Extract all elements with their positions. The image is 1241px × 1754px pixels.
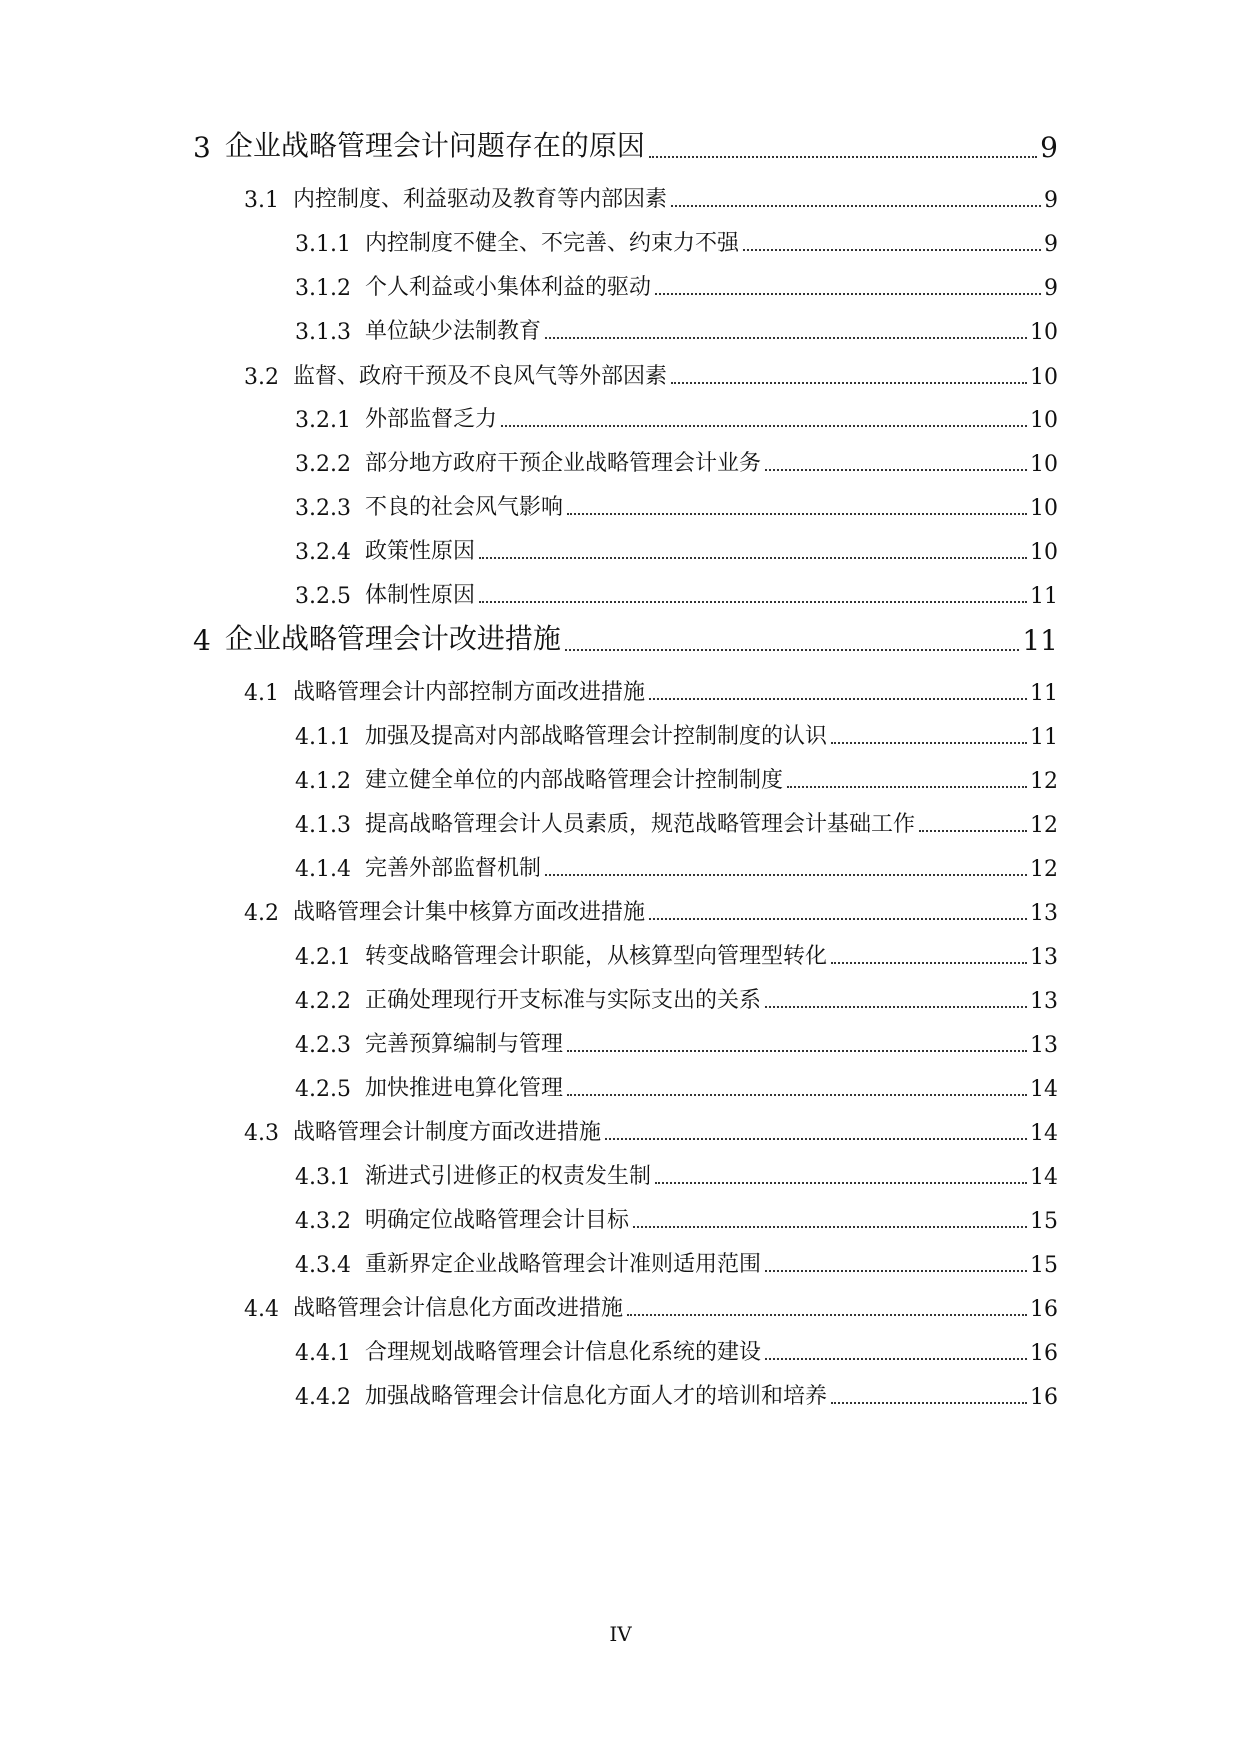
toc-entry-title: 合理规划战略管理会计信息化系统的建设 <box>364 1340 761 1365</box>
toc-entry[interactable] <box>193 617 1058 657</box>
toc-entry-page: 9 <box>1044 232 1058 257</box>
toc-entry[interactable] <box>295 1027 1058 1058</box>
toc-entry-number: 3 <box>193 131 211 164</box>
toc-entry-page: 11 <box>1030 725 1058 750</box>
toc-entry-number: 3.1.3 <box>295 320 351 345</box>
toc-entry-number: 4.2.2 <box>295 989 351 1014</box>
toc-entry-title: 完善外部监督机制 <box>364 856 541 881</box>
toc-entry-number: 4.1.2 <box>295 769 351 794</box>
toc-entry-title: 企业战略管理会计问题存在的原因 <box>224 129 645 162</box>
toc-leader-dots <box>567 1094 1027 1096</box>
toc-entry-title: 政策性原因 <box>364 539 475 564</box>
toc-entry-title: 企业战略管理会计改进措施 <box>224 622 561 655</box>
toc-leader-dots <box>501 425 1027 427</box>
toc-entry[interactable] <box>295 983 1058 1014</box>
toc-leader-dots <box>831 1402 1027 1404</box>
toc-entry[interactable] <box>244 675 1058 706</box>
toc-entry-number: 4.2.5 <box>295 1077 351 1102</box>
toc-entry-number: 3.1 <box>244 188 279 213</box>
toc-entry-number: 4.3.2 <box>295 1209 351 1234</box>
toc-entry[interactable] <box>244 1115 1058 1146</box>
page-number: IV <box>609 1622 632 1646</box>
toc-entry-title: 转变战略管理会计职能，从核算型向管理型转化 <box>364 944 827 969</box>
toc-entry-title: 提高战略管理会计人员素质，规范战略管理会计基础工作 <box>364 812 915 837</box>
toc-entry[interactable] <box>295 1203 1058 1234</box>
toc-entry-title: 完善预算编制与管理 <box>364 1032 563 1057</box>
toc-entry-number: 4.4.1 <box>295 1341 351 1366</box>
toc-entry-page: 9 <box>1044 276 1058 301</box>
toc-entry-page: 13 <box>1030 945 1058 970</box>
toc-entry[interactable] <box>295 578 1058 609</box>
toc-entry-page: 12 <box>1030 769 1058 794</box>
toc-entry-number: 3.1.2 <box>295 276 351 301</box>
toc-entry-page: 13 <box>1030 1033 1058 1058</box>
toc-entry[interactable] <box>295 1159 1058 1190</box>
toc-leader-dots <box>655 293 1041 295</box>
toc-entry-page: 11 <box>1022 624 1058 657</box>
toc-leader-dots <box>545 337 1027 339</box>
toc-entry-number: 3.2.5 <box>295 584 351 609</box>
toc-entry-title: 外部监督乏力 <box>364 407 497 432</box>
toc-leader-dots <box>743 249 1041 251</box>
toc-entry-title: 重新界定企业战略管理会计准则适用范围 <box>364 1252 761 1277</box>
toc-entry[interactable] <box>295 939 1058 970</box>
toc-entry-page: 12 <box>1030 857 1058 882</box>
toc-entry-page: 9 <box>1044 188 1058 213</box>
toc-entry-page: 10 <box>1030 540 1058 565</box>
toc-entry-title: 明确定位战略管理会计目标 <box>364 1208 629 1233</box>
toc-entry-title: 加强战略管理会计信息化方面人才的培训和培养 <box>364 1384 827 1409</box>
toc-entry[interactable] <box>295 402 1058 433</box>
toc-entry-number: 3.2 <box>244 365 279 390</box>
toc-entry-page: 14 <box>1030 1121 1058 1146</box>
toc-entry-page: 11 <box>1030 681 1058 706</box>
toc-entry[interactable] <box>295 1379 1058 1410</box>
toc-entry-title: 监督、政府干预及不良风气等外部因素 <box>293 364 668 389</box>
toc-leader-dots <box>649 698 1027 700</box>
toc-leader-dots <box>671 205 1041 207</box>
toc-entry-number: 4.3.4 <box>295 1253 351 1278</box>
toc-leader-dots <box>633 1226 1027 1228</box>
toc-entry[interactable] <box>244 359 1058 390</box>
toc-entry[interactable] <box>295 851 1058 882</box>
toc-entry-page: 13 <box>1030 901 1058 926</box>
toc-entry-number: 3.2.4 <box>295 540 351 565</box>
toc-entry-page: 10 <box>1030 496 1058 521</box>
toc-leader-dots <box>765 1006 1027 1008</box>
toc-entry-number: 4.1 <box>244 681 279 706</box>
toc-entry-page: 11 <box>1030 584 1058 609</box>
toc-leader-dots <box>605 1138 1027 1140</box>
toc-entry-page: 15 <box>1030 1253 1058 1278</box>
toc-entry-title: 体制性原因 <box>364 583 475 608</box>
toc-entry-page: 10 <box>1030 365 1058 390</box>
toc-entry-page: 16 <box>1030 1341 1058 1366</box>
toc-entry[interactable] <box>244 182 1058 213</box>
toc-leader-dots <box>831 742 1027 744</box>
toc-entry-page: 10 <box>1030 320 1058 345</box>
toc-entry-title: 不良的社会风气影响 <box>364 495 563 520</box>
toc-entry-number: 4.2 <box>244 901 279 926</box>
toc-leader-dots <box>765 1358 1027 1360</box>
toc-entry[interactable] <box>295 807 1058 838</box>
toc-entry-page: 10 <box>1030 452 1058 477</box>
toc-entry-page: 12 <box>1030 813 1058 838</box>
toc-entry-page: 14 <box>1030 1165 1058 1190</box>
toc-entry[interactable] <box>244 895 1058 926</box>
toc-entry-title: 部分地方政府干预企业战略管理会计业务 <box>364 451 761 476</box>
toc-entry-number: 3.2.1 <box>295 408 351 433</box>
toc-entry-title: 渐进式引进修正的权责发生制 <box>364 1164 651 1189</box>
toc-entry-page: 13 <box>1030 989 1058 1014</box>
toc-entry-title: 正确处理现行开支标准与实际支出的关系 <box>364 988 761 1013</box>
toc-entry[interactable] <box>295 226 1058 257</box>
toc-entry-title: 内控制度不健全、不完善、约束力不强 <box>364 231 739 256</box>
toc-entry-number: 4.3.1 <box>295 1165 351 1190</box>
toc-entry-number: 4.4.2 <box>295 1385 351 1410</box>
toc-entry-number: 4.2.3 <box>295 1033 351 1058</box>
toc-entry-number: 4.4 <box>244 1297 279 1322</box>
toc-leader-dots <box>765 1270 1027 1272</box>
toc-entry-page: 14 <box>1030 1077 1058 1102</box>
toc-entry[interactable] <box>295 490 1058 521</box>
toc-leader-dots <box>567 1050 1027 1052</box>
toc-entry-title: 战略管理会计制度方面改进措施 <box>293 1120 602 1145</box>
toc-entry-number: 4 <box>193 624 211 657</box>
toc-leader-dots <box>919 830 1027 832</box>
toc-entry[interactable] <box>193 124 1058 164</box>
toc-entry-title: 内控制度、利益驱动及教育等内部因素 <box>293 187 668 212</box>
toc-entry-title: 战略管理会计内部控制方面改进措施 <box>293 680 646 705</box>
toc-leader-dots <box>787 786 1027 788</box>
toc-leader-dots <box>627 1314 1027 1316</box>
toc-leader-dots <box>565 649 1020 651</box>
toc-entry-number: 4.3 <box>244 1121 279 1146</box>
toc-entry[interactable] <box>295 270 1058 301</box>
toc-entry-title: 个人利益或小集体利益的驱动 <box>364 275 651 300</box>
toc-entry[interactable] <box>295 446 1058 477</box>
toc-leader-dots <box>479 557 1027 559</box>
toc-leader-dots <box>831 962 1027 964</box>
toc-entry-number: 4.1.4 <box>295 857 351 882</box>
toc-entry-number: 4.2.1 <box>295 945 351 970</box>
toc-entry-number: 4.1.1 <box>295 725 351 750</box>
toc-entry-title: 战略管理会计信息化方面改进措施 <box>293 1296 624 1321</box>
toc-entry-number: 3.1.1 <box>295 232 351 257</box>
toc-leader-dots <box>649 918 1027 920</box>
toc-entry[interactable] <box>295 1071 1058 1102</box>
toc-entry-page: 9 <box>1040 131 1058 164</box>
toc-entry-title: 加强及提高对内部战略管理会计控制制度的认识 <box>364 724 827 749</box>
toc-entry-number: 3.2.3 <box>295 496 351 521</box>
toc-entry-number: 3.2.2 <box>295 452 351 477</box>
toc-entry-number: 4.1.3 <box>295 813 351 838</box>
toc-leader-dots <box>649 156 1037 158</box>
toc-entry-title: 战略管理会计集中核算方面改进措施 <box>293 900 646 925</box>
toc-entry-page: 10 <box>1030 408 1058 433</box>
toc-entry-page: 15 <box>1030 1209 1058 1234</box>
toc-leader-dots <box>567 513 1027 515</box>
toc-entry-title: 单位缺少法制教育 <box>364 319 541 344</box>
toc-entry[interactable] <box>295 314 1058 345</box>
toc-entry[interactable] <box>244 1291 1058 1322</box>
toc-leader-dots <box>765 469 1027 471</box>
toc-leader-dots <box>545 874 1027 876</box>
toc-entry[interactable] <box>295 534 1058 565</box>
toc-entry-title: 建立健全单位的内部战略管理会计控制制度 <box>364 768 783 793</box>
toc-entry[interactable] <box>295 1247 1058 1278</box>
toc-entry[interactable] <box>295 763 1058 794</box>
toc-entry-page: 16 <box>1030 1297 1058 1322</box>
toc-entry[interactable] <box>295 1335 1058 1366</box>
toc-leader-dots <box>479 601 1027 603</box>
toc-leader-dots <box>671 382 1027 384</box>
toc-entry-title: 加快推进电算化管理 <box>364 1076 563 1101</box>
toc-leader-dots <box>655 1182 1027 1184</box>
toc-entry-page: 16 <box>1030 1385 1058 1410</box>
toc-entry[interactable] <box>295 719 1058 750</box>
